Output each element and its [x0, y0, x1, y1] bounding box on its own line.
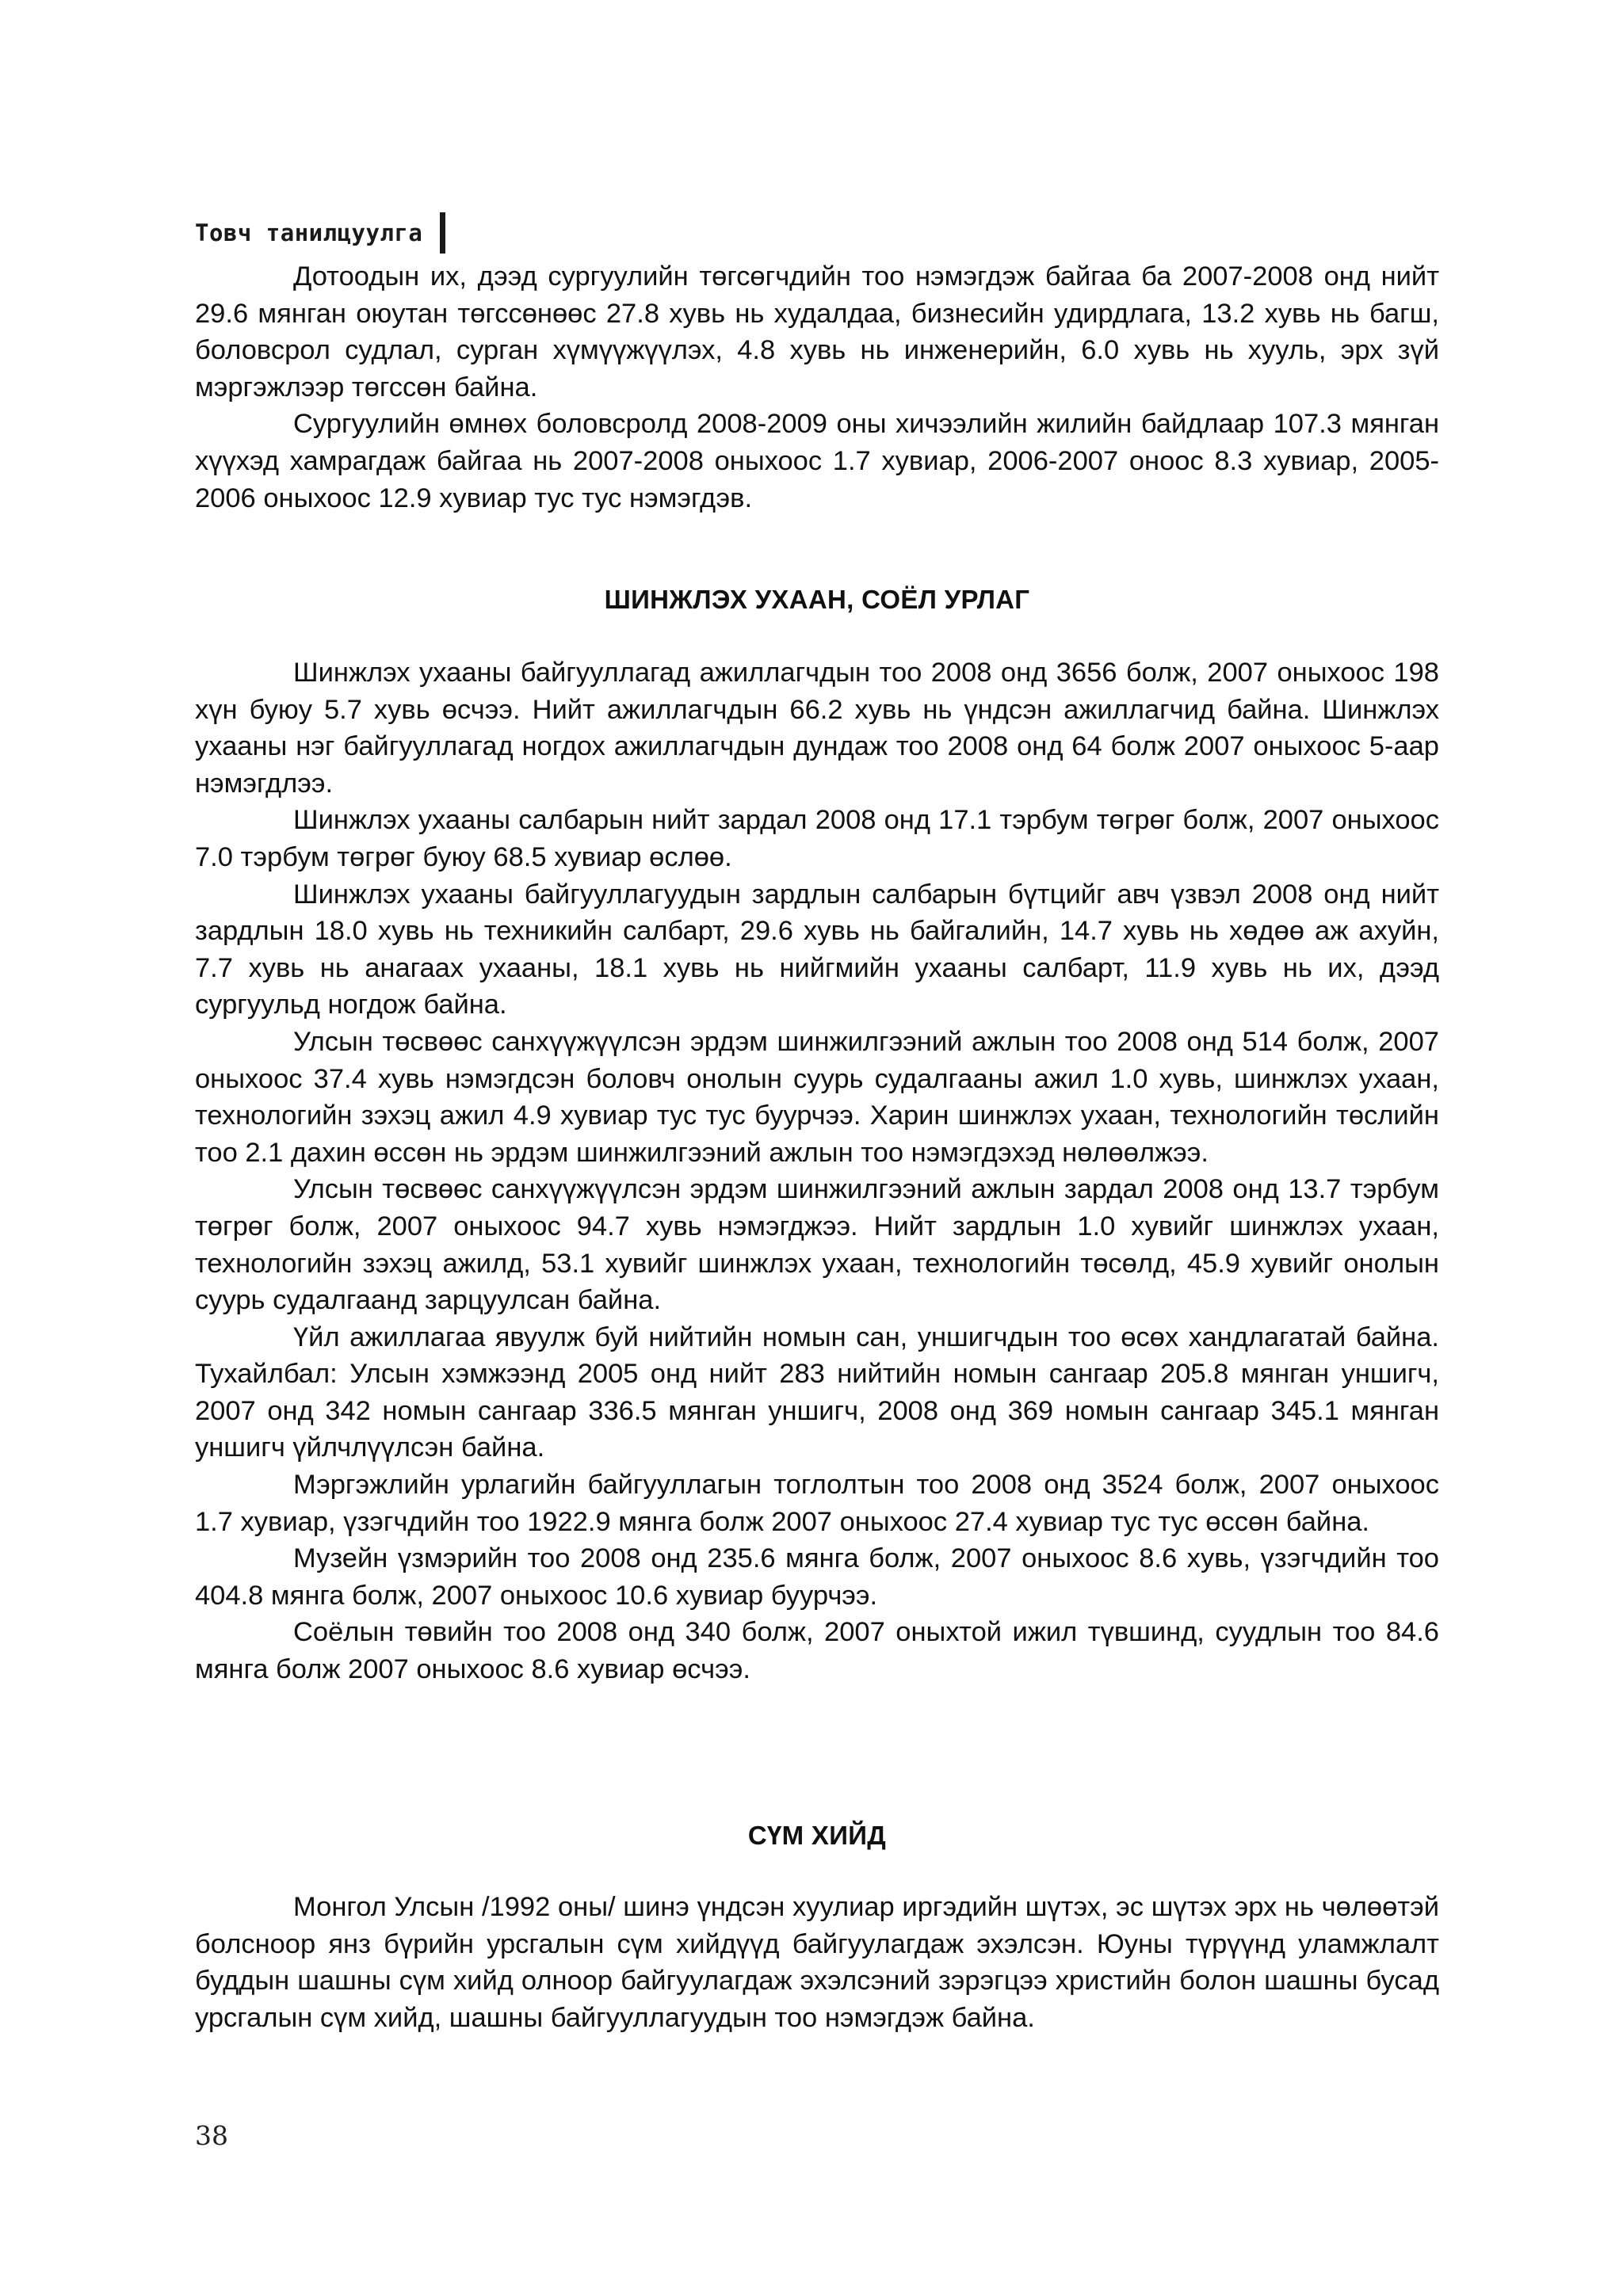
paragraph: Монгол Улсын /1992 оны/ шинэ үндсэн хуулиар иргэдийн шүтэх, эс шүтэх эрх нь чөлөөтэй болсноор янз бүрийн урсгалын сүм хийдүүд байгуулагдаж эхэлсэн. Юуны түрүүнд уламжлалт буддын шашны сүм хийд олноор байгуулагдаж эхэлсэний зэрэгцээ христийн болон шашны бусад урсгалын сүм хийд, шашны байгууллагуудын тоо нэмэгдэж байна.: [195, 1892, 1439, 2033]
intro-text-block: [195, 258, 1439, 517]
paragraph: Шинжлэх ухааны байгууллагуудын зардлын салбарын бүтцийг авч үзвэл 2008 онд нийт зардлын 18.0 хувь нь техникийн салбарт, 29.6 хувь нь байгалийн, 14.7 хувь нь хөдөө аж ахуйн, 7.7 хувь нь анагаах ухааны, 18.1 хувь нь нийгмийн ухааны салбарт, 11.9 хувь нь их, дээд сургуульд ногдож байна.: [195, 879, 1439, 1020]
running-header: [195, 212, 445, 254]
paragraph: Шинжлэх ухааны салбарын нийт зардал 2008 онд 17.1 тэрбум төгрөг болж, 2007 оныхоос 7.0 тэрбум төгрөг буюу 68.5 хувиар өслөө.: [195, 805, 1439, 872]
header-title: Товч танилцуулга: [195, 219, 423, 246]
paragraph: Соёлын төвийн тоо 2008 онд 340 болж, 2007 оныхтой ижил түвшинд, суудлын тоо 84.6 мянга болж 2007 оныхоос 8.6 хувиар өсчээ.: [195, 1617, 1439, 1685]
section-title-temples: СҮМ ХИЙД: [747, 1821, 887, 1850]
paragraph: Улсын төсвөөс санхүүжүүлсэн эрдэм шинжилгээний ажлын зардал 2008 онд 13.7 тэрбум төгрөг болж, 2007 оныхоос 94.7 хувь нэмэгджээ. Нийт зардлын 1.0 хувийг шинжлэх ухаан, технологийн зэхэц ажилд, 53.1 хувийг шинжлэх ухаан, технологийн төсөлд, 45.9 хувийг онолын суурь судалгаанд зарцуулсан байна.: [195, 1174, 1439, 1316]
paragraph: Дотоодын их, дээд сургуулийн төгсөгчдийн тоо нэмэгдэж байгаа ба 2007-2008 онд нийт 29.6 мянган оюутан төгссөнөөс 27.8 хувь нь худалдаа, бизнесийн удирдлага, 13.2 хувь нь багш, боловсрол судлал, сурган хүмүүжүүлэх, 4.8 хувь нь инженерийн, 6.0 хувь нь хууль, эрх зүй мэргэжлээр төгссөн байна.: [195, 261, 1439, 402]
header-divider-bar: [440, 212, 445, 254]
paragraph: Үйл ажиллагаа явуулж буй нийтийн номын сан, уншигчдын тоо өсөх хандлагатай байна. Тухайлбал: Улсын хэмжээнд 2005 онд нийт 283 нийтийн номын сангаар 205.8 мянган уншигч, 2007 онд 342 номын сангаар 336.5 мянган уншигч, 2008 онд 369 номын сангаар 345.1 мянган уншигч үйлчлүүлсэн байна.: [195, 1322, 1439, 1463]
temple-text-block: [195, 1889, 1439, 2036]
science-text-block: [195, 654, 1439, 1688]
paragraph: Улсын төсвөөс санхүүжүүлсэн эрдэм шинжилгээний ажлын тоо 2008 онд 514 болж, 2007 оныхоос 37.4 хувь нэмэгдсэн боловч онолын суурь судалгааны ажил 1.0 хувь, шинжлэх ухаан, технологийн зэхэц ажил 4.9 хувиар тус тус буурчээ. Харин шинжлэх ухаан, технологийн төслийн тоо 2.1 дахин өссөн нь эрдэм шинжилгээний ажлын тоо нэмэгдэхэд нөлөөлжээ.: [195, 1026, 1439, 1168]
section-title-science: ШИНЖЛЭХ УХААН, СОЁЛ УРЛАГ: [604, 585, 1030, 614]
paragraph: Музейн үзмэрийн тоо 2008 онд 235.6 мянга болж, 2007 оныхоос 8.6 хувь, үзэгчдийн тоо 404.8 мянга болж, 2007 оныхоос 10.6 хувиар буурчээ.: [195, 1543, 1439, 1611]
document-page: [195, 0, 1439, 2296]
paragraph: Шинжлэх ухааны байгууллагад ажиллагчдын тоо 2008 онд 3656 болж, 2007 оныхоос 198 хүн буюу 5.7 хувь өсчээ. Нийт ажиллагчдын 66.2 хувь нь үндсэн ажиллагчид байна. Шинжлэх ухааны нэг байгууллагад ногдох ажиллагчдын дундаж тоо 2008 онд 64 болж 2007 оныхоос 5-аар нэмэгдлээ.: [195, 658, 1439, 799]
paragraph: Сургуулийн өмнөх боловсролд 2008-2009 оны хичээлийн жилийн байдлаар 107.3 мянган хүүхэд хамрагдаж байгаа нь 2007-2008 оныхоос 1.7 хувиар, 2006-2007 оноос 8.3 хувиар, 2005-2006 оныхоос 12.9 хувиар тус тус нэмэгдэв.: [195, 409, 1439, 513]
page-number: 38: [195, 2120, 228, 2151]
paragraph: Мэргэжлийн урлагийн байгууллагын тоглолтын тоо 2008 онд 3524 болж, 2007 оныхоос 1.7 хувиар, үзэгчдийн тоо 1922.9 мянга болж 2007 оныхоос 27.4 хувиар тус тус өссөн байна.: [195, 1470, 1439, 1537]
